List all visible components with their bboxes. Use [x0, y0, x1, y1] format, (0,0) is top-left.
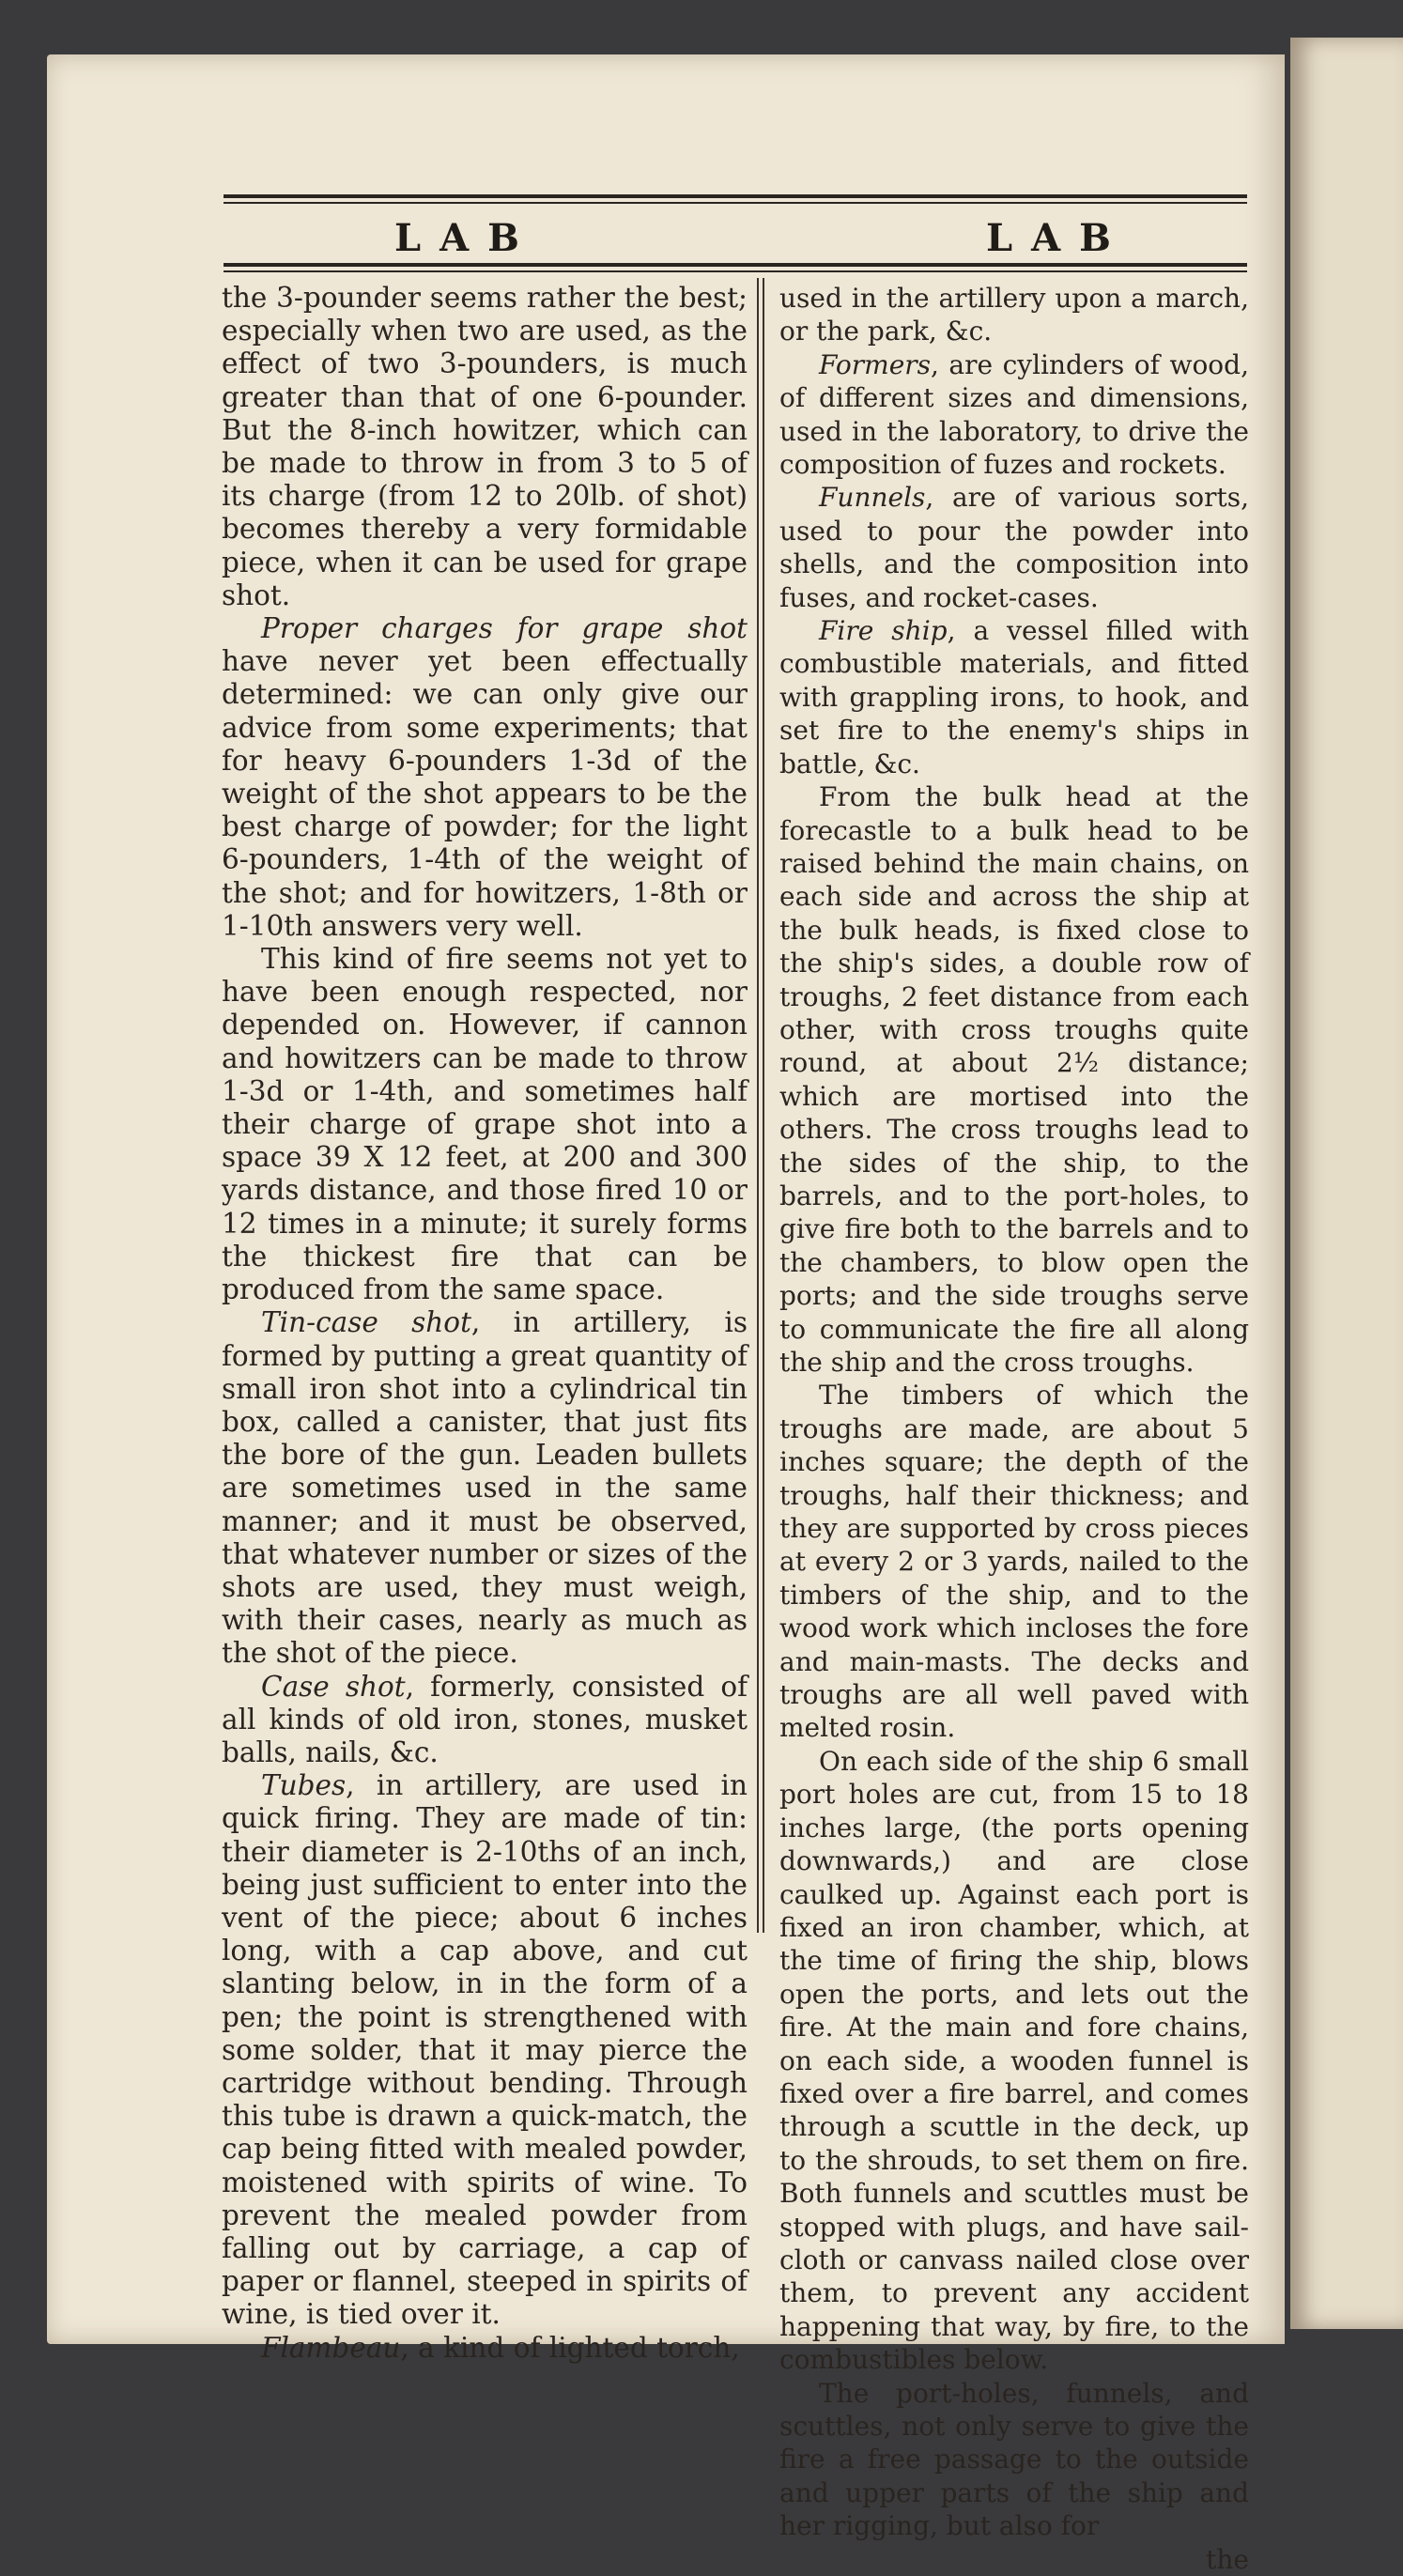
- paragraph: [222, 1671, 748, 1770]
- header-rule-bottom: [224, 263, 1247, 267]
- paragraph: [779, 1745, 1249, 2377]
- paragraph-text: This kind of fire seems not yet to have been enough respected, nor depended on. However, if cannon and howitzers can be made to throw 1-3d or 1-4th, and sometimes half their charge of grape shot into a space 39 X 12 feet, at 200 and 300 yards distance, and those fired 10 or 12 times in a minute; it surely forms the thickest fire that can be produced from the same space.: [222, 943, 748, 1306]
- paragraph-text: The timbers of which the troughs are made, are about 5 inches square; the depth of the troughs, half their thickness; and they are supported by cross pieces at every 2 or 3 yards, nailed to the timbers of the ship, and to the wood work which incloses the fore and main-masts. The decks and troughs are all well paved with melted rosin.: [779, 1380, 1249, 1744]
- paragraph-text: On each side of the ship 6 small port holes are cut, from 15 to 18 inches large, (the ports opening downwards,) and are close caulked up. Against each port is fixed an iron chamber, which, at the time of firing the ship, blows open the ports, and lets out the fire. At the main and fore chains, on each side, a wooden funnel is fixed over a fire barrel, and comes through a scuttle in the deck, up to the shrouds, to set them on fire. Both funnels and scuttles must be stopped with plugs, and have sail-cloth or canvass nailed close over them, to prevent any accident happening that way, by fire, to the combustibles below.: [779, 1745, 1249, 2376]
- paragraph: [222, 1306, 748, 1670]
- entry-term: Flambeau: [261, 2331, 401, 2364]
- paragraph: [779, 1379, 1249, 1744]
- left-text-column: [222, 282, 748, 2365]
- paragraph-text: , are cylinders of wood, of different sizes and dimensions, used in the laboratory, to drive the composition of fuzes and rockets.: [779, 348, 1249, 481]
- paragraph-text: , formerly, consisted of all kinds of old iron, stones, musket balls, nails, &c.: [222, 1670, 748, 1768]
- paragraph: [222, 943, 748, 1306]
- entry-term: Case shot: [261, 1670, 406, 1703]
- paragraph: [222, 1769, 748, 2331]
- adjacent-page-edge: [1290, 38, 1403, 2329]
- paragraph: [779, 481, 1249, 614]
- paragraph-text: , in artillery, are used in quick firing. They are made of tin: their diameter is 2-10ths of an inch, being just sufficient to enter into the vent of the piece; about 6 inches long, with a cap above, and cut slanting below, in in the form of a pen; the point is strengthened with some solder, that it may pierce the cartridge without bending. Through this tube is drawn a quick-match, the cap being fitted with mealed powder, moistened with spirits of wine. To prevent the mealed powder from falling out by carriage, a cap of paper or flannel, steeped in spirits of wine, is tied over it.: [222, 1769, 748, 2331]
- paragraph: [779, 2377, 1249, 2543]
- paragraph-text: , a vessel filled with combustible materials, and fitted with grappling irons, to hook, and set fire to the enemy's ships in battle, &c.: [779, 615, 1249, 779]
- paragraph-text: have never yet been effectually determined: we can only give our advice from some experiments; that for heavy 6-pounders 1-3d of the weight of the shot appears to be the best charge of powder; for the light 6-pounders, 1-4th of the weight of the shot; and for howitzers, 1-8th or 1-10th answers very well.: [222, 645, 748, 942]
- paragraph-text: , in artillery, is formed by putting a great quantity of small iron shot into a cylindrical tin box, called a canister, that just fits the bore of the gun. Leaden bullets are sometimes used in the same manner; and it must be observed, that whatever number or sizes of the shots are used, they must weigh, with their cases, nearly as much as the shot of the piece.: [222, 1306, 748, 1670]
- paragraph: [779, 348, 1249, 482]
- paragraph: [222, 282, 748, 612]
- paragraph-text: , are of various sorts, used to pour the powder into shells, and the composition into fuses, and rocket-cases.: [779, 482, 1249, 613]
- column-divider-double: [763, 278, 764, 1933]
- entry-term: Formers: [819, 348, 932, 380]
- paragraph-text: The port-holes, funnels, and scuttles, not only serve to give the fire a free passage to the outside and upper parts of the ship and her rigging, but also for: [779, 2377, 1249, 2542]
- column-divider: [757, 278, 759, 1933]
- paragraph-text: , a kind of lighted torch,: [400, 2331, 740, 2364]
- entry-term: Tin-case shot: [261, 1306, 471, 1339]
- running-head-left: LAB: [394, 216, 538, 260]
- paragraph: [779, 282, 1249, 348]
- entry-term: Fire ship: [819, 615, 948, 647]
- paragraph: [779, 614, 1249, 780]
- running-head-right: LAB: [986, 216, 1130, 260]
- entry-term: Tubes: [261, 1769, 347, 1802]
- entry-term: Proper charges for grape shot: [261, 612, 748, 645]
- catchword: the: [1206, 2543, 1249, 2575]
- paragraph: [779, 780, 1249, 1379]
- entry-term: Funnels: [819, 482, 926, 514]
- paragraph: [222, 2332, 748, 2365]
- paragraph-text: used in the artillery upon a march, or the park, &c.: [779, 283, 1249, 347]
- paragraph-text: the 3-pounder seems rather the best; especially when two are used, as the effect of two 3-pounders, is much greater than that of one 6-pounder. But the 8-inch howitzer, which can be made to throw in from 3 to 5 of its charge (from 12 to 20lb. of shot) becomes thereby a very formidable piece, when it can be used for grape shot.: [222, 282, 748, 611]
- header-rule-top-thin: [224, 202, 1247, 204]
- header-rule-top: [224, 194, 1247, 198]
- paragraph: [222, 612, 748, 943]
- header-rule-bottom-thin: [224, 270, 1247, 272]
- paragraph-text: From the bulk head at the forecastle to a bulk head to be raised behind the main chains, on each side and across the ship at the bulk heads, is fixed close to the ship's sides, a double row of troughs, 2 feet distance from each other, with cross troughs quite round, at about 2½ distance; which are mortised into the others. The cross troughs lead to the sides of the ship, to the barrels, and to the port-holes, to give fire both to the barrels and to the chambers, to blow open the ports; and the side troughs serve to communicate the fire all along the ship and the cross troughs.: [779, 781, 1249, 1378]
- right-text-column: [779, 282, 1249, 2576]
